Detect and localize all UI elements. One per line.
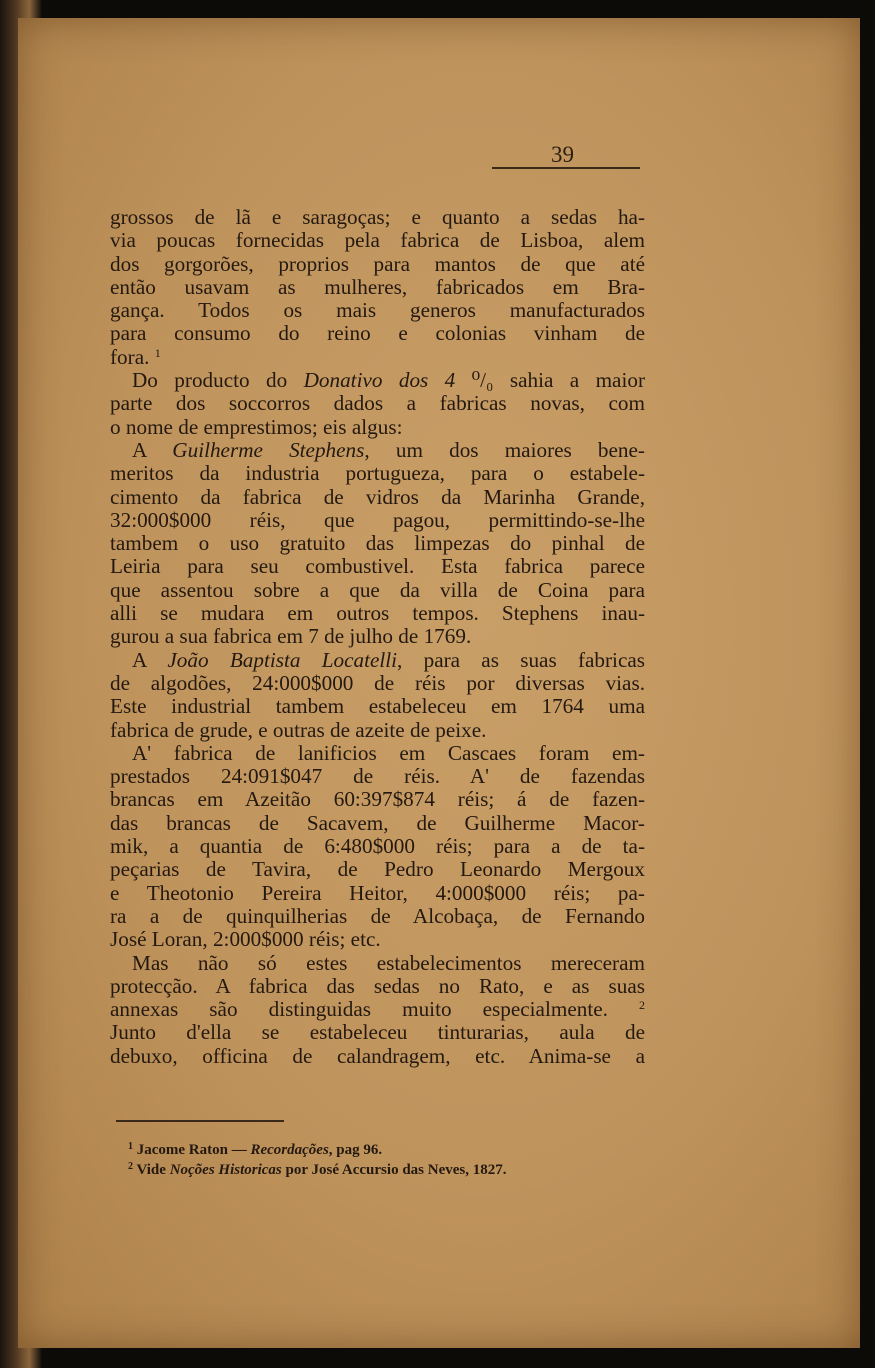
text-line: via poucas fornecidas pela fabrica de Lisboa, alem: [110, 228, 645, 253]
footnote-2: $^2$ Vide Noções Historicas por José Accursio das Neves, 1827.: [128, 1161, 507, 1178]
text-line: das brancas de Sacavem, de Guilherme Macor-: [110, 810, 645, 835]
text-line: Junto d'ella se estabeleceu tinturarias, aula de: [110, 1020, 645, 1045]
text-line: fora. $^1$: [110, 344, 161, 369]
text-line: A' fabrica de lanificios em Cascaes foram em-: [132, 740, 645, 765]
text-line: cimento da fabrica de vidros da Marinha Grande,: [110, 484, 645, 509]
text-line: annexas são distinguidas muito especialmente. $^2$: [110, 997, 645, 1022]
text-line: brancas em Azeitão 60:397$874 réis; á de fazen-: [110, 787, 645, 812]
text-line: Do producto do Donativo dos 4 ⁰/₀ sahia a maior: [132, 368, 645, 393]
text-line: que assentou sobre a que da villa de Coina para: [110, 577, 645, 602]
text-line: então usavam as mulheres, fabricados em Bra-: [110, 274, 645, 299]
footnotes: [128, 1140, 648, 1180]
text-line: parte dos soccorros dados a fabricas novas, com: [110, 391, 645, 416]
text-line: alli se mudara em outros tempos. Stephens inau-: [110, 601, 645, 626]
text-line: prestados 24:091$047 de réis. A' de fazendas: [110, 764, 645, 789]
footnote-1: $^1$ Jacome Raton — Recordações, pag 96.: [128, 1141, 383, 1158]
footnote-marker: 1: [154, 345, 161, 360]
text-line: gurou a sua fabrica em 7 de julho de 1769.: [110, 624, 472, 649]
footnote-rule: [116, 1120, 284, 1122]
text-line: dos gorgorões, proprios para mantos de que até: [110, 251, 645, 276]
body-text: [110, 206, 645, 1068]
text-line: tambem o uso gratuito das limpezas do pinhal de: [110, 531, 645, 556]
text-line: gança. Todos os mais generos manufacturados: [110, 298, 645, 323]
text-line: de algodões, 24:000$000 de réis por diversas vias.: [110, 670, 645, 695]
text-line: protecção. A fabrica das sedas no Rato, e as suas: [110, 973, 645, 998]
text-line: José Loran, 2:000$000 réis; etc.: [110, 927, 381, 952]
text-line: o nome de emprestimos; eis algus:: [110, 414, 403, 439]
footnote-marker: 2: [639, 998, 645, 1013]
text-line: Leiria para seu combustivel. Esta fabrica parece: [110, 554, 645, 579]
text-line: debuxo, officina de calandragem, etc. Anima-se a: [110, 1043, 645, 1068]
text-line: 32:000$000 réis, que pagou, permittindo-se-lhe: [110, 507, 645, 532]
text-line: ra a de quinquilherias de Alcobaça, de Fernando: [110, 903, 645, 928]
text-line: meritos da industria portugueza, para o estabele-: [110, 461, 645, 486]
text-line: e Theotonio Pereira Heitor, 4:000$000 réis; pa-: [110, 880, 645, 905]
text-line: Este industrial tambem estabeleceu em 1764 uma: [110, 694, 645, 719]
text-line: A João Baptista Locatelli, para as suas fabricas: [132, 647, 645, 672]
page-number-rule: [492, 167, 640, 169]
page-number: 39: [551, 142, 574, 167]
text-line: para consumo do reino e colonias vinham de: [110, 321, 645, 346]
text-line: peçarias de Tavira, de Pedro Leonardo Mergoux: [110, 857, 645, 882]
text-line: fabrica de grude, e outras de azeite de peixe.: [110, 717, 487, 742]
text-line: Mas não só estes estabelecimentos mereceram: [132, 950, 645, 975]
text-line: A Guilherme Stephens, um dos maiores bene-: [132, 437, 645, 462]
text-line: mik, a quantia de 6:480$000 réis; para a de ta-: [110, 834, 645, 859]
text-line: grossos de lã e saragoças; e quanto a sedas ha-: [110, 205, 645, 229]
